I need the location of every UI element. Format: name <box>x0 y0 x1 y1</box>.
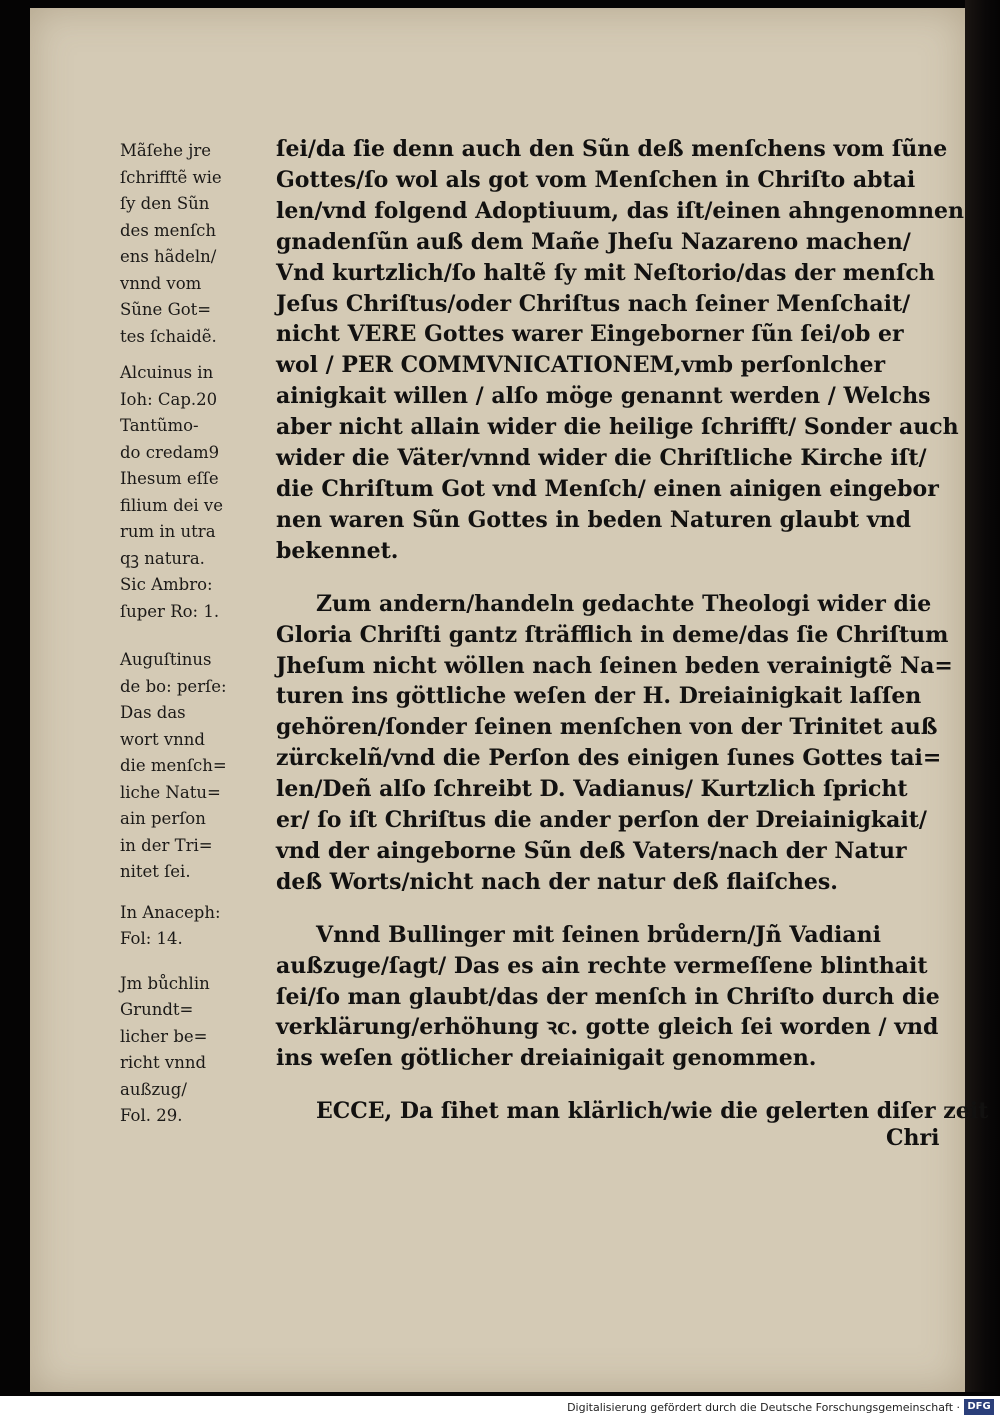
margin-line: richt vnnd <box>120 1053 207 1072</box>
text-line: verklärung/erhöhung ꝛc. gotte gleich ſei worden / vnd <box>276 1014 939 1041</box>
margin-line: qꝫ natura. <box>120 548 205 568</box>
text-line: ſei/da ſie denn auch den Sũn deß menſchens vom ſũne <box>276 136 948 162</box>
margin-line: nitet ſei. <box>120 862 191 881</box>
margin-line: wort vnnd <box>120 729 205 749</box>
margin-line: die menſch= <box>120 756 227 775</box>
text-line: zürckelñ/vnd die Perſon des einigen ſunes Gottes tai= <box>276 745 942 772</box>
catchword: Chri <box>886 1125 940 1151</box>
margin-line: Fol. 29. <box>120 1106 183 1125</box>
text-line: Jeſus Chriſtus/oder Chriſtus nach ſeiner Menſchait/ <box>276 290 911 317</box>
margin-note <box>120 971 270 1130</box>
margin-line: Jm bůchlin <box>120 973 210 993</box>
margin-line: liche Natu= <box>120 782 221 802</box>
margin-line: licher be= <box>120 1026 208 1046</box>
text-line: gehören/ſonder ſeinen menſchen von der Trinitet auß <box>276 714 938 741</box>
text-line: außzuge/ſagt/ Das es ain rechte vermeſſene blinthait <box>276 952 928 979</box>
text-line: wider die Väter/vnnd wider die Chriſtliche Kirche iſt/ <box>276 445 927 472</box>
margin-line: außzug/ <box>120 1079 187 1099</box>
funding-credit: Digitalisierung gefördert durch die Deutsche Forschungsgemeinschaft · <box>567 1401 960 1414</box>
margin-notes <box>120 138 270 1144</box>
margin-line: In Anaceph: <box>120 902 221 922</box>
margin-line: Alcuinus in <box>120 363 214 382</box>
text-line: nen waren Sũn Gottes in beden Naturen glaubt vnd <box>276 506 911 533</box>
text-line: vnd der aingeborne Sũn deß Vaters/nach der Natur <box>276 837 907 864</box>
text-line: gnadenſũn auß dem Mañe Jheſu Nazareno machen/ <box>276 228 911 255</box>
text-line: die Chriſtum Got vnd Menſch/ einen ainigen eingebor <box>276 475 939 502</box>
margin-line: ain perſon <box>120 809 206 828</box>
margin-line: Auguſtinus <box>120 650 212 669</box>
text-line: ECCE, Da ſihet man klärlich/wie die gelerten diſer zeit <box>316 1098 989 1125</box>
margin-line: Ihesum eſſe <box>120 469 219 488</box>
page-edge <box>965 0 1000 1392</box>
margin-line: do credam9 <box>120 442 220 462</box>
margin-line: Fol: 14. <box>120 929 183 948</box>
footer-bar <box>0 1396 1000 1420</box>
text-line: er/ ſo iſt Chriſtus die ander perſon der Dreiainigkait/ <box>276 807 927 834</box>
text-line: Gloria Chriſti gantz ſträfflich in deme/das ſie Chriſtum <box>276 621 949 648</box>
main-text <box>276 134 989 1149</box>
margin-note <box>120 647 270 886</box>
text-line: aber nicht allain wider die heilige ſchrifft/ Sonder auch <box>276 414 959 441</box>
paragraph <box>276 920 946 1075</box>
margin-note <box>120 138 270 350</box>
margin-line: de bo: perſe: <box>120 676 227 696</box>
margin-line: vnnd vom <box>120 273 202 293</box>
text-line: Zum andern/handeln gedachte Theologi wider die <box>316 590 932 617</box>
text-line: ainigkait willen / alſo möge genannt werden / Welchs <box>276 383 931 410</box>
paragraph <box>276 1096 989 1127</box>
margin-line: ſchrifftẽ wie <box>120 167 222 187</box>
text-line: Vnnd Bullinger mit ſeinen brůdern/Jñ Vadiani <box>316 921 881 948</box>
margin-line: Grundt= <box>120 1000 194 1019</box>
text-line: nicht VERE Gottes warer Eingeborner ſũn ſei/ob er <box>276 321 904 348</box>
margin-line: Das das <box>120 703 186 722</box>
text-line: Gottes/ſo wol als got vom Menſchen in Chriſto abtai <box>276 166 916 193</box>
text-line: bekennet. <box>276 537 399 564</box>
margin-line: Mãſehe jre <box>120 141 212 160</box>
text-line: len/Deñ alſo ſchreibt D. Vadianus/ Kurtzlich ſpricht <box>276 776 908 803</box>
margin-line: Sic Ambro: <box>120 575 213 594</box>
text-line: Vnd kurtzlich/ſo haltẽ ſy mit Neſtorio/das der menſch <box>276 259 935 286</box>
text-line: ins weſen götlicher dreiainigait genommen. <box>276 1045 817 1072</box>
margin-line: in der Tri= <box>120 835 213 855</box>
margin-line: des menſch <box>120 220 217 240</box>
margin-line: ſy den Sũn <box>120 194 210 213</box>
text-line: turen ins göttliche weſen der H. Dreiainigkait laſſen <box>276 683 922 710</box>
margin-note <box>120 360 270 625</box>
text-line: wol / PER COMMVNICATIONEM,vmb perſonlcher <box>276 352 886 379</box>
text-line: len/vnd folgend Adoptiuum, das iſt/einen ahngenomnen <box>276 197 964 224</box>
margin-line: Ioh: Cap.20 <box>120 389 218 409</box>
text-line: Jheſum nicht wöllen nach ſeinen beden verainigtẽ Na= <box>276 652 953 679</box>
margin-line: ſuper Ro: 1. <box>120 601 220 621</box>
margin-line: Tantũmo- <box>120 416 199 435</box>
margin-line: ens hãdeln/ <box>120 247 217 266</box>
dfg-logo-icon: DFG <box>964 1399 994 1415</box>
text-line: ſei/ſo man glaubt/das der menſch in Chriſto durch die <box>276 983 940 1010</box>
margin-line: Sũne Got= <box>120 300 212 319</box>
margin-line: rum in utra <box>120 522 216 541</box>
margin-line: filium dei ve <box>120 495 224 515</box>
margin-line: tes ſchaidẽ. <box>120 326 217 346</box>
text-line: deß Worts/nicht nach der natur deß flaiſches. <box>276 868 838 895</box>
paragraph <box>276 134 964 567</box>
margin-note <box>120 900 270 953</box>
paragraph <box>276 589 953 898</box>
